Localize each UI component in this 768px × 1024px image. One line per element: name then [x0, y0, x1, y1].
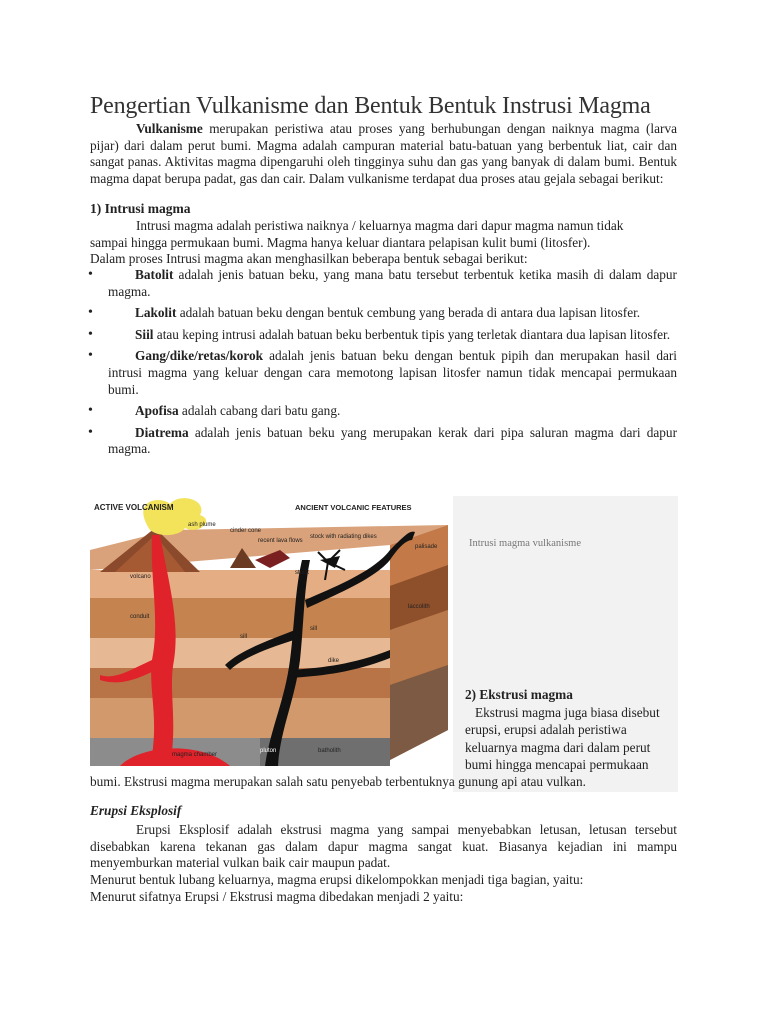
list-item — [90, 327, 677, 344]
bullet-icon: • — [88, 305, 93, 321]
bullet-term: Batolit — [135, 267, 174, 282]
list-item — [90, 305, 677, 322]
bullet-term: Gang/dike/retas/korok — [135, 348, 264, 364]
ekstrusi-block — [465, 686, 675, 774]
ekstrusi-line-1: Ekstrusi magma juga biasa disebut — [475, 704, 660, 720]
label-pluton: pluton — [260, 748, 277, 754]
bullet-icon: • — [88, 267, 93, 282]
page-title: Pengertian Vulkanisme dan Bentuk Bentuk Instrusi Magma — [90, 93, 651, 119]
label-palisade: palisade — [415, 544, 438, 550]
intrusi-heading: 1) Intrusi magma — [90, 201, 191, 216]
label-chamber: magma chamber — [172, 752, 218, 758]
bullet-term: Diatrema — [135, 424, 189, 440]
label-sill: sill — [310, 626, 317, 632]
intrusi-line-2: sampai hingga permukaan bumi. Magma hanya keluar diantara pelapisan kulit bumi (litosfer). — [90, 235, 591, 250]
bullet-text: adalah batuan beku dengan bentuk cembung yang berada di antara dua lapisan litosfer. — [176, 305, 641, 321]
ekstrusi-tail: bumi. Ekstrusi magma merupakan salah satu penyebab terbentuknya gunung api atau vulkan. — [90, 774, 586, 789]
erupsi-line-2: Menurut sifatnya Erupsi / Ekstrusi magma dibedakan menjadi 2 yaitu: — [90, 889, 464, 904]
bullet-term: Siil — [135, 326, 154, 342]
label-sill-2: sill — [240, 634, 247, 640]
bullet-term: Lakolit — [135, 305, 177, 321]
bullet-icon: • — [88, 403, 93, 419]
label-batholith: batholith — [318, 748, 341, 754]
intrusi-line-1: Intrusi magma adalah peristiwa naiknya / keluarnya magma dari dapur magma namun tidak — [136, 218, 624, 233]
ekstrusi-line-3: keluarnya magma dari dalam perut — [465, 739, 651, 755]
label-stock: stock — [295, 570, 310, 576]
figure-caption: Intrusi magma vulkanisme — [469, 538, 581, 549]
bullet-text: atau keping intrusi adalah batuan beku berbentuk tipis yang terletak diantara dua lapisan litosfer. — [153, 326, 671, 342]
label-laccolith: laccolith — [408, 604, 430, 610]
figure-caption-background — [453, 496, 678, 530]
label-cinder: cinder cone — [230, 528, 262, 534]
list-item — [90, 425, 677, 458]
label-ash: ash plume — [188, 522, 216, 528]
label-ancient: ANCIENT VOLCANIC FEATURES — [295, 503, 412, 512]
label-active: ACTIVE VOLCANISM — [94, 503, 174, 512]
list-item — [90, 403, 677, 420]
erupsi-paragraph: Erupsi Eksplosif adalah ekstrusi magma yang sampai menyebabkan letusan, letusan tersebut disebabkan karena tekanan gas dalam dapur magma sangat kuat. Biasanya kejadian ini mampu menyemburkan material vulkan baik cair maupun padat. — [90, 822, 677, 871]
bullet-icon: • — [88, 424, 93, 440]
intro-paragraph — [90, 121, 677, 187]
label-dike: dike — [328, 658, 340, 664]
label-stock-dikes: stock with radiating dikes — [310, 534, 377, 540]
list-item — [90, 267, 677, 300]
ekstrusi-line-2: erupsi, erupsi adalah peristiwa — [465, 722, 627, 738]
bullet-text: adalah cabang dari batu gang. — [178, 403, 341, 419]
intro-text: merupakan peristiwa atau proses yang berhubungan dengan naiknya magma (larva pijar) dari dalam perut bumi. Magma adalah campuran material batu-batuan yang berbentuk liat, cair dan sangat panas. Aktivitas magma dipengaruhi oleh tingginya suhu dan gas yang banyak di dalam bumi. Bentuk magma dapat berupa padat, gas dan cair. Dalam vulkanisme terdapat dua proses atau gejala sebagai berikut: — [90, 121, 677, 186]
label-volcano: volcano — [130, 574, 151, 580]
bullet-term: Apofisa — [135, 403, 179, 419]
bullet-text: adalah jenis batuan beku yang merupakan kerak dari pipa saluran magma dari dapur magma. — [108, 424, 677, 457]
bullet-text: adalah jenis batuan beku dengan bentuk pipih dan merupakan hasil dari intrusi magma yang keluar dengan cara memotong lapisan litosfer namun tidak mencapai permukaan bumi. — [108, 348, 677, 397]
ekstrusi-heading: 2) Ekstrusi magma — [465, 687, 573, 702]
erupsi-heading: Erupsi Eksplosif — [90, 803, 182, 818]
bullet-icon: • — [88, 326, 93, 342]
list-item — [90, 348, 677, 398]
bullet-text: adalah jenis batuan beku, yang mana batu tersebut terbentuk ketika masih di dalam dapur magma. — [108, 267, 677, 299]
erupsi-line-1: Menurut bentuk lubang keluarnya, magma erupsi dikelompokkan menjadi tiga bagian, yaitu: — [90, 872, 584, 887]
label-conduit: conduit — [130, 614, 150, 620]
label-recent: recent lava flows — [258, 538, 303, 544]
bullet-icon: • — [88, 348, 93, 364]
intro-term: Vulkanisme — [136, 121, 203, 136]
volcanism-diagram — [90, 490, 452, 766]
ekstrusi-line-4: bumi hingga mencapai permukaan — [465, 757, 649, 773]
intrusi-line-3: Dalam proses Intrusi magma akan menghasilkan beberapa bentuk sebagai berikut: — [90, 251, 528, 266]
intrusi-forms-list — [90, 267, 677, 458]
